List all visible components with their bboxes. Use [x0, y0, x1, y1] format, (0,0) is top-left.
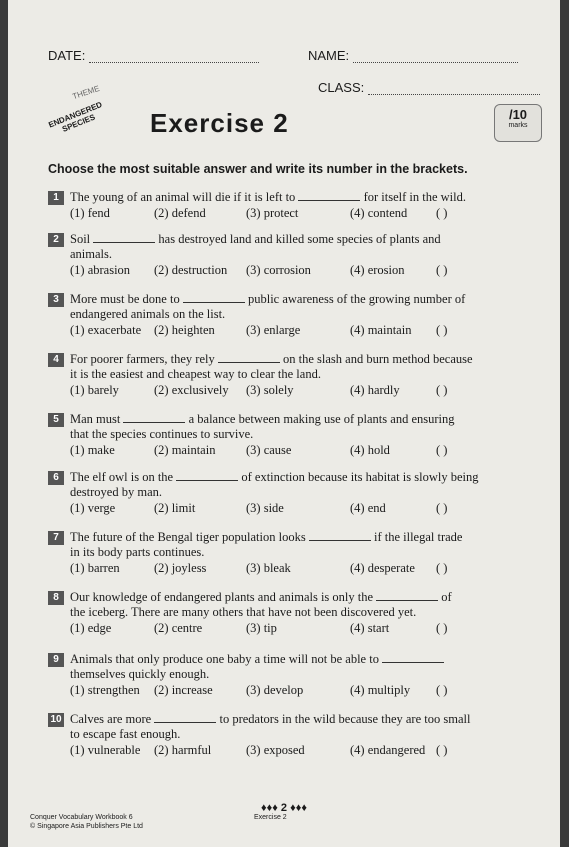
question-stem: The young of an animal will die if it is left to — [70, 190, 296, 204]
answer-bracket[interactable]: ( ) — [436, 561, 448, 576]
option-4: (4) hardly — [350, 383, 400, 398]
question-continuation: destroyed by man. — [70, 485, 162, 500]
options-row — [48, 206, 548, 221]
option-3: (3) exposed — [246, 743, 305, 758]
exercise-ref: Exercise 2 — [254, 814, 287, 821]
answer-blank[interactable] — [154, 712, 216, 723]
question-stem-end: of extinction because its habitat is slowly being — [241, 470, 479, 484]
options-row — [48, 683, 548, 698]
answer-bracket[interactable]: ( ) — [436, 683, 448, 698]
question-text — [48, 712, 548, 727]
answer-bracket[interactable]: ( ) — [436, 206, 448, 221]
option-1: (1) abrasion — [70, 263, 131, 278]
marks-box — [494, 104, 542, 142]
answer-bracket[interactable]: ( ) — [436, 443, 448, 458]
question-number: 8 — [48, 591, 64, 605]
answer-blank[interactable] — [176, 470, 238, 481]
publisher: © Singapore Asia Publishers Pte Ltd — [30, 823, 143, 830]
question-8 — [48, 590, 548, 636]
options-row — [48, 501, 548, 516]
question-text — [48, 412, 548, 427]
question-continuation: the iceberg. There are many others that have not been discovered yet. — [70, 605, 417, 620]
question-number: 3 — [48, 293, 64, 307]
question-text — [48, 652, 548, 667]
name-line — [353, 51, 518, 63]
option-4: (4) start — [350, 621, 390, 636]
question-stem: Soil — [70, 232, 91, 246]
option-1: (1) vulnerable — [70, 743, 141, 758]
class-line — [368, 83, 540, 95]
option-4: (4) maintain — [350, 323, 412, 338]
options-row — [48, 621, 548, 636]
option-4: (4) desperate — [350, 561, 415, 576]
option-3: (3) protect — [246, 206, 299, 221]
instruction: Choose the most suitable answer and write its number in the brackets. — [48, 162, 468, 176]
option-1: (1) make — [70, 443, 115, 458]
question-number: 9 — [48, 653, 64, 667]
option-3: (3) side — [246, 501, 284, 516]
question-stem-end: for itself in the wild. — [363, 190, 466, 204]
question-continuation: that the species continues to survive. — [70, 427, 254, 442]
date-line — [89, 51, 259, 63]
question-number: 6 — [48, 471, 64, 485]
question-stem: The future of the Bengal tiger population looks — [70, 530, 306, 544]
question-5 — [48, 412, 548, 458]
question-stem-end: of — [441, 590, 452, 604]
answer-blank[interactable] — [382, 652, 444, 663]
book-title: Conquer Vocabulary Workbook 6 — [30, 814, 133, 821]
answer-blank[interactable] — [309, 530, 371, 541]
option-3: (3) bleak — [246, 561, 291, 576]
option-3: (3) tip — [246, 621, 277, 636]
date-label: DATE: — [48, 48, 86, 63]
question-continuation: to escape fast enough. — [70, 727, 181, 742]
question-continuation: endangered animals on the list. — [70, 307, 226, 322]
answer-bracket[interactable]: ( ) — [436, 323, 448, 338]
question-number: 2 — [48, 233, 64, 247]
date-field — [48, 48, 259, 63]
answer-bracket[interactable]: ( ) — [436, 263, 448, 278]
question-stem: Our knowledge of endangered plants and animals is only the — [70, 590, 374, 604]
option-2: (2) defend — [154, 206, 206, 221]
option-3: (3) enlarge — [246, 323, 301, 338]
answer-blank[interactable] — [218, 352, 280, 363]
question-text — [48, 292, 548, 307]
footer-credits — [30, 813, 143, 831]
question-9 — [48, 652, 548, 698]
question-1 — [48, 190, 548, 221]
option-4: (4) end — [350, 501, 386, 516]
options-row — [48, 263, 548, 278]
question-stem-end: to predators in the wild because they are too small — [219, 712, 471, 726]
theme-value: ENDANGERED SPECIES — [47, 99, 104, 134]
question-text — [48, 470, 548, 485]
name-field — [308, 48, 518, 63]
option-1: (1) barren — [70, 561, 120, 576]
question-stem: Animals that only produce one baby a time will not be able to — [70, 652, 379, 666]
option-4: (4) contend — [350, 206, 408, 221]
question-stem: Man must — [70, 412, 121, 426]
question-text — [48, 352, 548, 367]
option-2: (2) destruction — [154, 263, 228, 278]
question-number: 4 — [48, 353, 64, 367]
answer-blank[interactable] — [123, 412, 185, 423]
option-2: (2) joyless — [154, 561, 207, 576]
question-stem-end: has destroyed land and killed some species of plants and — [158, 232, 441, 246]
question-number: 7 — [48, 531, 64, 545]
option-3: (3) develop — [246, 683, 304, 698]
answer-bracket[interactable]: ( ) — [436, 501, 448, 516]
option-3: (3) solely — [246, 383, 294, 398]
question-7 — [48, 530, 548, 576]
option-1: (1) fend — [70, 206, 110, 221]
question-2 — [48, 232, 548, 278]
option-1: (1) barely — [70, 383, 119, 398]
answer-blank[interactable] — [93, 232, 155, 243]
option-2: (2) increase — [154, 683, 213, 698]
options-row — [48, 743, 548, 758]
option-1: (1) verge — [70, 501, 116, 516]
answer-blank[interactable] — [183, 292, 245, 303]
question-stem: For poorer farmers, they rely — [70, 352, 215, 366]
option-2: (2) centre — [154, 621, 203, 636]
question-number: 5 — [48, 413, 64, 427]
option-3: (3) cause — [246, 443, 292, 458]
option-3: (3) corrosion — [246, 263, 311, 278]
marks-label: marks — [508, 122, 528, 129]
options-row — [48, 323, 548, 338]
option-2: (2) heighten — [154, 323, 215, 338]
question-stem-end: public awareness of the growing number of — [247, 292, 466, 306]
answer-bracket[interactable]: ( ) — [436, 621, 448, 636]
answer-blank[interactable] — [298, 190, 360, 201]
question-4 — [48, 352, 548, 398]
question-text — [48, 530, 548, 545]
question-continuation: themselves quickly enough. — [70, 667, 210, 682]
option-1: (1) edge — [70, 621, 112, 636]
options-row — [48, 443, 548, 458]
option-4: (4) multiply — [350, 683, 411, 698]
marks-value: /10 — [508, 107, 528, 122]
theme-label: THEME — [71, 83, 101, 102]
question-3 — [48, 292, 548, 338]
option-2: (2) limit — [154, 501, 196, 516]
question-10 — [48, 712, 548, 758]
option-2: (2) maintain — [154, 443, 216, 458]
option-1: (1) exacerbate — [70, 323, 142, 338]
question-number: 1 — [48, 191, 64, 205]
name-label: NAME: — [308, 48, 350, 63]
option-4: (4) erosion — [350, 263, 405, 278]
class-field — [318, 80, 540, 95]
option-1: (1) strengthen — [70, 683, 140, 698]
options-row — [48, 383, 548, 398]
question-continuation: animals. — [70, 247, 113, 262]
answer-blank[interactable] — [376, 590, 438, 601]
question-text — [48, 232, 548, 247]
question-stem: More must be done to — [70, 292, 180, 306]
answer-bracket[interactable]: ( ) — [436, 383, 448, 398]
question-continuation: in its body parts continues. — [70, 545, 205, 560]
question-number: 10 — [48, 713, 64, 727]
question-stem: The elf owl is on the — [70, 470, 174, 484]
options-row — [48, 561, 548, 576]
question-stem-end: a balance between making use of plants and ensuring — [188, 412, 455, 426]
question-continuation: it is the easiest and cheapest way to clear the land. — [70, 367, 321, 382]
option-2: (2) exclusively — [154, 383, 229, 398]
exercise-title: Exercise 2 — [150, 108, 289, 138]
answer-bracket[interactable]: ( ) — [436, 743, 448, 758]
option-4: (4) endangered — [350, 743, 426, 758]
question-stem: Calves are more — [70, 712, 152, 726]
question-text — [48, 590, 548, 605]
worksheet-page — [8, 0, 560, 847]
option-2: (2) harmful — [154, 743, 212, 758]
page-marker: ♦♦♦ 2 ♦♦♦ — [261, 802, 307, 814]
question-6 — [48, 470, 548, 516]
question-stem-end: on the slash and burn method because — [283, 352, 473, 366]
question-stem-end: if the illegal trade — [373, 530, 463, 544]
class-label: CLASS: — [318, 80, 365, 95]
option-4: (4) hold — [350, 443, 390, 458]
question-text — [48, 190, 548, 205]
